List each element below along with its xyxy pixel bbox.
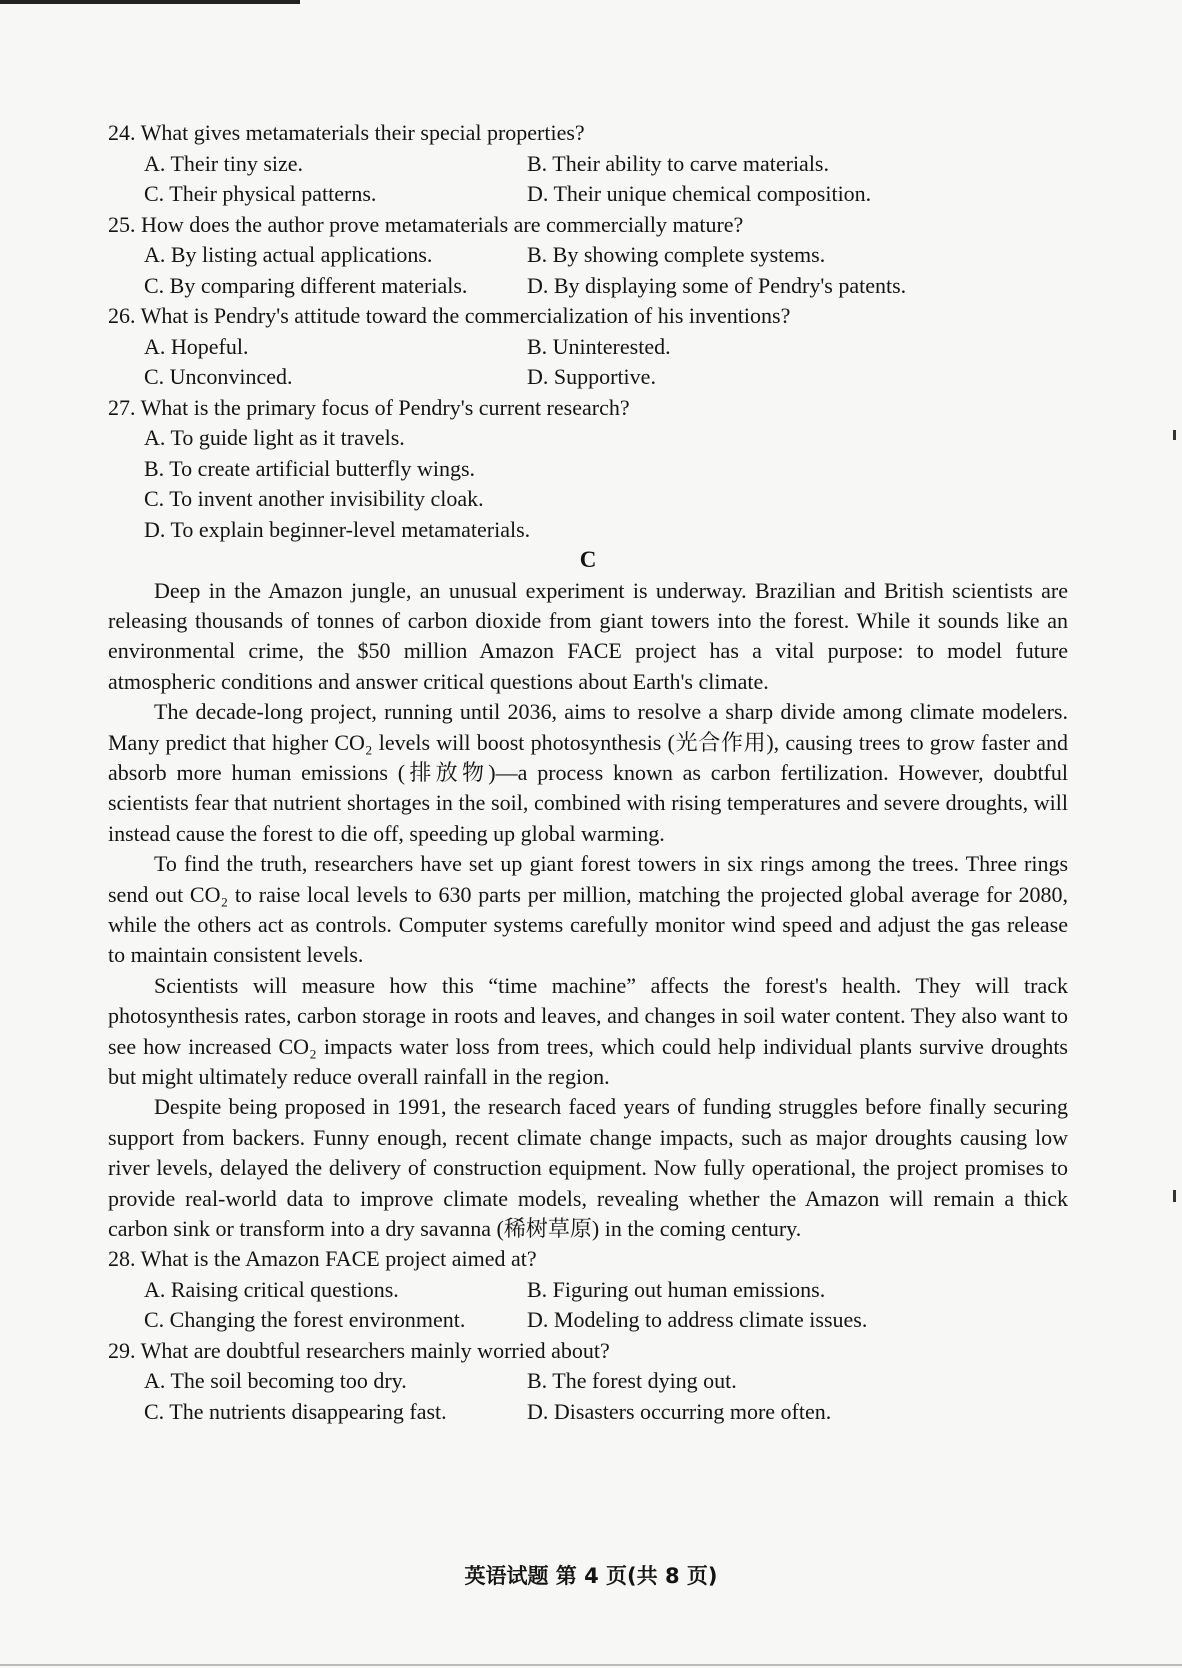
- question-stem: 28. What is the Amazon FACE project aimed at?: [108, 1246, 537, 1272]
- question-stem: 26. What is Pendry's attitude toward the commercialization of his inventions?: [108, 303, 791, 328]
- question-stem: 29. What are doubtful researchers mainly worried about?: [108, 1337, 610, 1363]
- margin-mark: [1173, 1190, 1176, 1202]
- option-b: B. Uninterested.: [527, 333, 671, 359]
- question-26: [108, 301, 1068, 393]
- option-a: A. Hopeful.: [144, 333, 249, 359]
- passage-paragraph-1: Deep in the Amazon jungle, an unusual experiment is underway. Brazilian and British scientists are releasing thousands of tonnes of carbon dioxide from giant towers into the forest. While it sounds like an environmental crime, the $50 million Amazon FACE project has a vital purpose: to model future atmospheric conditions and answer critical questions about Earth's climate.: [108, 577, 1068, 694]
- option-d: D. Supportive.: [527, 364, 656, 389]
- passage-paragraph-3: To find the truth, researchers have set up giant forest towers in six rings among the trees. Three rings send out CO₂ to raise local levels to 630 parts per million, matching the projected global average for 2080, while the others act as controls. Computer systems carefully monitor wind speed and adjust the gas release to maintain consistent levels.: [108, 851, 1068, 968]
- option-a: A. By listing actual applications.: [144, 242, 433, 267]
- question-28: [108, 1244, 1068, 1336]
- passage-paragraph-5: Despite being proposed in 1991, the research faced years of funding struggles before finally securing support from backers. Funny enough, recent climate change impacts, such as major droughts causing low river levels, delayed the delivery of construction equipment. Now fully operational, the project promises to provide real-world data to improve climate models, revealing whether the Amazon will remain a thick carbon sink or transform into a dry savanna (稀树草原) in the coming century.: [108, 1094, 1068, 1242]
- option-a: A. Their tiny size.: [144, 150, 304, 176]
- option-b: B. Their ability to carve materials.: [527, 150, 829, 176]
- option-d: D. To explain beginner-level metamaterials.: [144, 516, 531, 542]
- option-a: A. The soil becoming too dry.: [144, 1368, 407, 1394]
- option-c: C. Unconvinced.: [144, 364, 293, 389]
- option-d: D. Disasters occurring more often.: [527, 1398, 832, 1424]
- section-heading: C: [579, 547, 597, 572]
- option-d: D. Their unique chemical composition.: [527, 181, 872, 206]
- question-24: [108, 118, 1068, 210]
- option-d: D. Modeling to address climate issues.: [527, 1307, 868, 1333]
- option-b: B. To create artificial butterfly wings.: [144, 455, 475, 481]
- question-stem: 25. How does the author prove metamaterials are commercially mature?: [108, 211, 744, 237]
- option-c: C. The nutrients disappearing fast.: [144, 1398, 447, 1424]
- option-b: B. The forest dying out.: [527, 1368, 737, 1394]
- option-d: D. By displaying some of Pendry's patents.: [527, 272, 907, 298]
- question-27: [108, 393, 1068, 546]
- option-c: C. By comparing different materials.: [144, 272, 468, 298]
- question-stem: 24. What gives metamaterials their special properties?: [108, 120, 585, 145]
- margin-mark: [1173, 430, 1176, 440]
- option-b: B. Figuring out human emissions.: [527, 1276, 826, 1302]
- bottom-border-line: [0, 1664, 1182, 1666]
- question-25: [108, 210, 1068, 302]
- option-b: B. By showing complete systems.: [527, 242, 826, 267]
- passage-paragraph-4: Scientists will measure how this “time machine” affects the forest's health. They will track photosynthesis rates, carbon storage in roots and leaves, and changes in soil water content. They also want to see how increased CO₂ impacts water loss from trees, which could help individual plants survive droughts but might ultimately reduce overall rainfall in the region.: [108, 972, 1068, 1089]
- page-footer: 英语试题 第 4 页(共 8 页): [464, 1564, 718, 1588]
- option-c: C. To invent another invisibility cloak.: [144, 486, 484, 511]
- option-a: A. Raising critical questions.: [144, 1276, 399, 1302]
- question-29: [108, 1336, 1068, 1428]
- option-c: C. Their physical patterns.: [144, 181, 377, 206]
- option-a: A. To guide light as it travels.: [144, 425, 405, 450]
- exam-page: [108, 118, 1068, 1427]
- option-c: C. Changing the forest environment.: [144, 1307, 466, 1333]
- passage-paragraph-2: The decade-long project, running until 2036, aims to resolve a sharp divide among climate modelers. Many predict that higher CO₂ levels will boost photosynthesis (光合作用), causing trees to grow faster and absorb more human emissions (排放物)—a process known as carbon fertilization. However, doubtful scientists fear that nutrient shortages in the soil, combined with rising temperatures and severe droughts, will instead cause the forest to die off, speeding up global warming.: [108, 699, 1068, 846]
- question-stem: 27. What is the primary focus of Pendry's current research?: [108, 394, 630, 420]
- reading-passage: [108, 576, 1068, 1245]
- top-border-line: [0, 0, 300, 4]
